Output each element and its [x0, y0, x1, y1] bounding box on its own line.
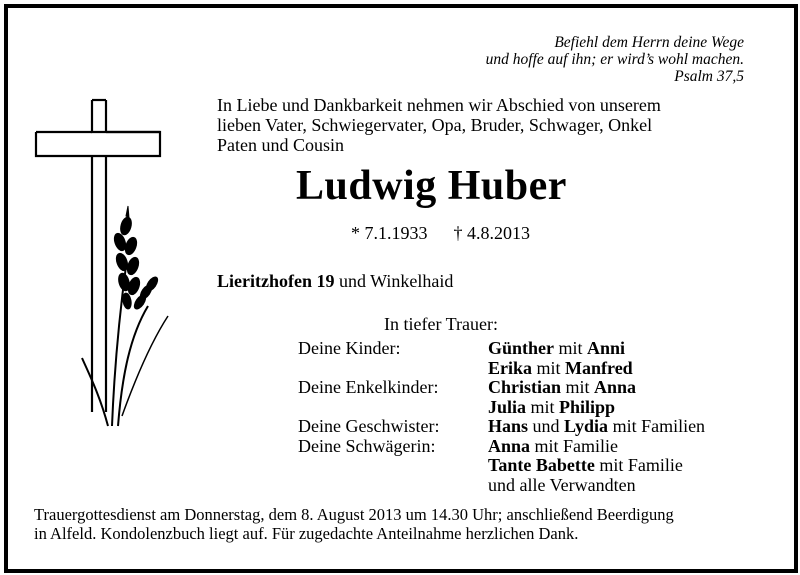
mourner-names: Anna mit Familie [488, 435, 619, 456]
mourner-names: Erika mit Manfred [488, 357, 633, 378]
verse-line-2: und hoffe auf ihn; er wird’s wohl machen. [485, 51, 744, 68]
life-dates [351, 223, 530, 244]
mourner-names: und alle Verwandten [488, 474, 636, 495]
siblings-label: Deine Geschwister: [298, 416, 440, 436]
mourner-row [298, 359, 705, 379]
verse-line-1: Befiehl dem Herrn deine Wege [554, 34, 744, 51]
mourner-names: Tante Babette mit Familie [488, 455, 683, 475]
mourner-names: Günther mit Anni [488, 338, 626, 358]
mourner-row [298, 378, 705, 398]
bible-verse [486, 34, 744, 85]
residence-street: Lieritzhofen 19 [217, 271, 335, 291]
mourners-list [298, 339, 705, 495]
intro-line-3: Paten und Cousin [217, 135, 345, 155]
service-notice [34, 505, 674, 543]
mourner-names: Julia mit Philipp [488, 396, 616, 417]
mourner-row [298, 476, 705, 496]
footer-line-2: in Alfeld. Kondolenzbuch liegt auf. Für zugedachte Anteilnahme herzlichen Dank. [34, 524, 579, 543]
footer-line-1: Trauergottesdienst am Donnerstag, dem 8. August 2013 um 14.30 Uhr; anschließend Beerdigung [34, 505, 674, 524]
sister-in-law-label: Deine Schwägerin: [298, 435, 436, 456]
mourner-row [298, 437, 705, 457]
intro-text [217, 95, 661, 155]
birth-date: * 7.1.1933 [351, 223, 428, 243]
mourning-heading: In tiefer Trauer: [384, 314, 498, 334]
intro-line-2: lieben Vater, Schwiegervater, Opa, Bruder, Schwager, Onkel [217, 115, 653, 135]
residence-towns: und Winkelhaid [334, 271, 454, 291]
mourner-row [298, 417, 705, 437]
deceased-name: Ludwig Huber [296, 163, 567, 209]
intro-line-1: In Liebe und Dankbarkeit nehmen wir Abschied von unserem [217, 95, 661, 115]
mourner-row [298, 456, 705, 476]
children-label: Deine Kinder: [298, 338, 401, 358]
death-date: † 4.8.2013 [453, 223, 530, 243]
grandchildren-label: Deine Enkelkinder: [298, 377, 439, 397]
mourner-names: Hans und Lydia mit Familien [488, 416, 706, 436]
mourner-row [298, 398, 705, 418]
mourner-names: Christian mit Anna [488, 377, 637, 397]
cross-and-wheat-icon [30, 96, 170, 436]
residence [217, 271, 453, 292]
mourner-row [298, 339, 705, 359]
verse-reference: Psalm 37,5 [674, 68, 744, 85]
